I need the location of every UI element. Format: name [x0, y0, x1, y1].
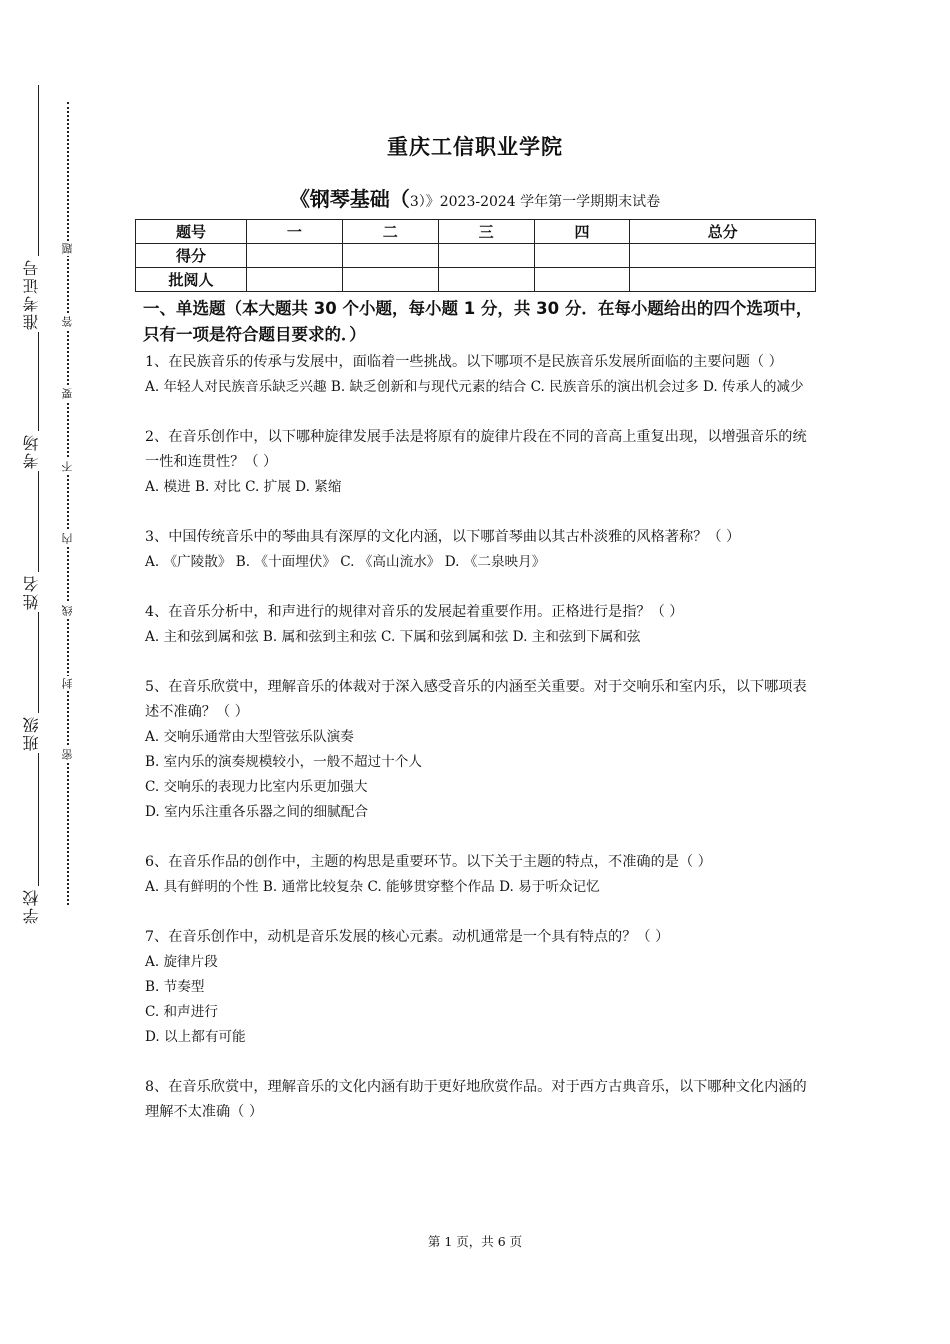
question-area: [145, 296, 817, 1125]
question-stem: 3、中国传统音乐中的琴曲具有深厚的文化内涵，以下哪首琴曲以其古朴淡雅的风格著称？（ ）: [145, 529, 741, 545]
score-col-header: 题号: [136, 220, 247, 244]
score-col-header: 三: [438, 220, 534, 244]
school-name: 重庆工信职业学院: [387, 135, 563, 159]
option-d: D. 室内乐注重各乐器之间的细腻配合: [145, 804, 368, 820]
exam-title-term: 3）》2023-2024 学年第一学期期末试卷: [409, 194, 661, 210]
question-6: [145, 850, 817, 900]
score-table-header-row: [136, 220, 816, 244]
seal-char: 答: [61, 316, 74, 327]
question-stem: 2、在音乐创作中，以下哪种旋律发展手法是将原有的旋律片段在不同的音高上重复出现，以增强音乐的统一性和连贯性？（ ）: [145, 429, 807, 470]
school-label: 学校: [20, 886, 48, 926]
score-col-header: 总分: [630, 220, 816, 244]
seal-char: 内: [61, 533, 74, 544]
score-col-header: 二: [342, 220, 438, 244]
seal-char: 线: [61, 605, 74, 616]
reviewer-cell: [342, 268, 438, 292]
question-5: [145, 675, 817, 825]
option-a: A. 交响乐通常由大型管弦乐队演奏: [145, 729, 354, 745]
question-options: A. 主和弦到属和弦 B. 属和弦到主和弦 C. 下属和弦到属和弦 D. 主和弦到下属和弦: [145, 629, 641, 645]
score-cell: [342, 244, 438, 268]
option-b: B. 节奏型: [145, 979, 205, 995]
page-number: 第 1 页，共 6 页: [427, 1234, 523, 1249]
reviewer-row-label: 批阅人: [136, 268, 247, 292]
question-options: A. 模进 B. 对比 C. 扩展 D. 紧缩: [145, 479, 342, 495]
score-cell: [438, 244, 534, 268]
exam-title: [0, 183, 950, 212]
exam-room-label: 考场: [20, 431, 48, 471]
seal-char: 不: [61, 461, 74, 472]
exam-title-course: 《钢琴基础（: [289, 187, 410, 211]
exam-number-label: 准考证号: [20, 256, 48, 332]
section-heading: 一、单选题（本大题共 30 个小题，每小题 1 分，共 30 分．在每小题给出的四个选项中，只有一项是符合题目要求的．）: [143, 299, 813, 344]
question-stem: 5、在音乐欣赏中，理解音乐的体裁对于深入感受音乐的内涵至关重要。对于交响乐和室内乐，以下哪项表述不准确？（ ）: [145, 679, 807, 720]
question-2: [145, 425, 817, 500]
question-8: [145, 1075, 817, 1125]
score-cell: [630, 244, 816, 268]
reviewer-row: [136, 268, 816, 292]
score-table: [135, 219, 816, 292]
question-stem: 8、在音乐欣赏中，理解音乐的文化内涵有助于更好地欣赏作品。对于西方古典音乐，以下哪种文化内涵的理解不太准确（ ）: [145, 1079, 807, 1120]
score-cell: [534, 244, 630, 268]
seal-char: 封: [61, 678, 74, 689]
question-4: [145, 600, 817, 650]
seal-char: 题: [61, 243, 74, 254]
question-3: [145, 525, 817, 575]
question-1: [145, 350, 817, 400]
score-cell: [247, 244, 343, 268]
score-row: [136, 244, 816, 268]
option-c: C. 和声进行: [145, 1004, 218, 1020]
reviewer-cell: [630, 268, 816, 292]
seal-char: 密: [61, 749, 74, 760]
name-label: 姓名: [20, 572, 48, 612]
question-stem: 7、在音乐创作中，动机是音乐发展的核心元素。动机通常是一个具有特点的？（ ）: [145, 929, 670, 945]
option-b: B. 室内乐的演奏规模较小，一般不超过十个人: [145, 754, 422, 770]
score-row-label: 得分: [136, 244, 247, 268]
question-options: A. 《广陵散》 B. 《十面埋伏》 C. 《高山流水》 D. 《二泉映月》: [145, 554, 546, 570]
score-col-header: 四: [534, 220, 630, 244]
score-col-header: 一: [247, 220, 343, 244]
option-a: A. 旋律片段: [145, 954, 218, 970]
binding-dotted-line: [67, 102, 69, 905]
option-d: D. 以上都有可能: [145, 1029, 246, 1045]
question-options: A. 具有鲜明的个性 B. 通常比较复杂 C. 能够贯穿整个作品 D. 易于听众记忆: [145, 879, 600, 895]
reviewer-cell: [438, 268, 534, 292]
seal-char: 要: [61, 388, 74, 399]
question-stem: 4、在音乐分析中，和声进行的规律对音乐的发展起着重要作用。正格进行是指？（ ）: [145, 604, 684, 620]
question-7: [145, 925, 817, 1050]
option-c: C. 交响乐的表现力比室内乐更加强大: [145, 779, 368, 795]
reviewer-cell: [534, 268, 630, 292]
class-label: 班级: [20, 713, 48, 753]
question-options: A. 年轻人对民族音乐缺乏兴趣 B. 缺乏创新和与现代元素的结合 C. 民族音乐的演出机会过多 D. 传承人的减少: [145, 379, 804, 395]
question-stem: 6、在音乐作品的创作中，主题的构思是重要环节。以下关于主题的特点，不准确的是（ ）: [145, 854, 712, 870]
reviewer-cell: [247, 268, 343, 292]
question-stem: 1、在民族音乐的传承与发展中，面临着一些挑战。以下哪项不是民族音乐发展所面临的主要问题（ ）: [145, 354, 783, 370]
